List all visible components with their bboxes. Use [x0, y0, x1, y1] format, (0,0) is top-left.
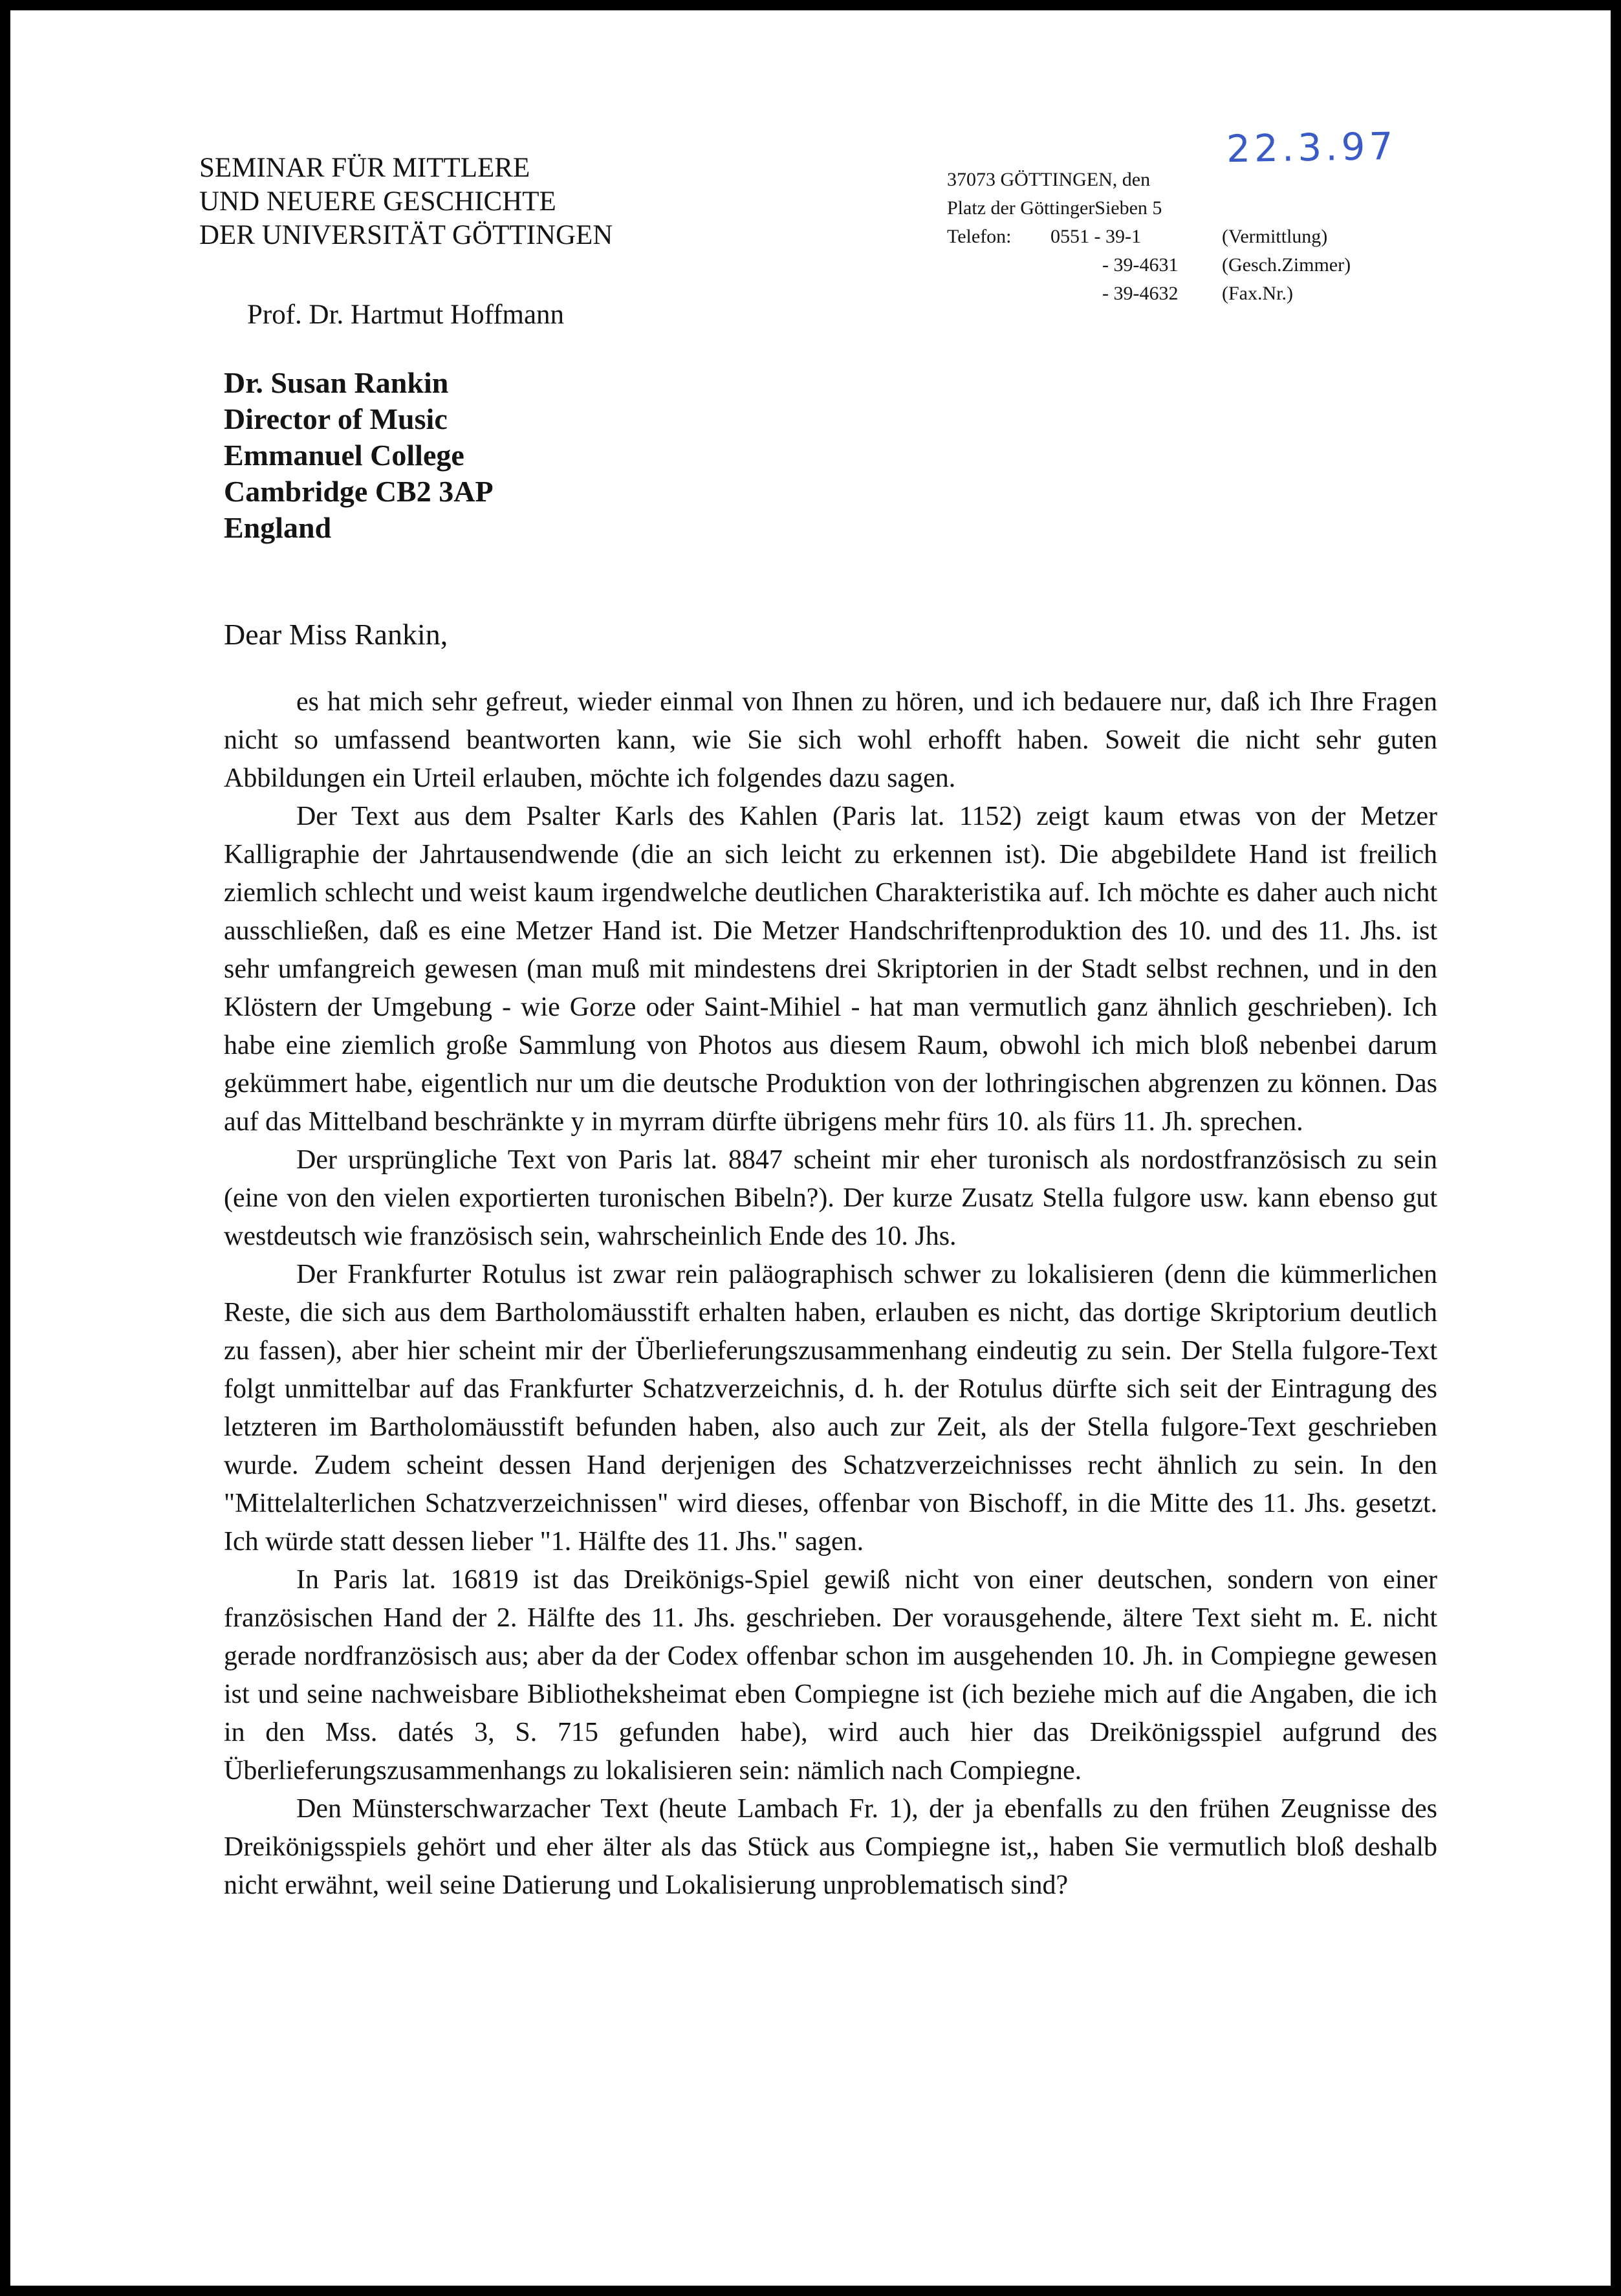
recipient-line: Emmanuel College — [224, 439, 464, 472]
phone-row — [947, 279, 1293, 308]
phone-number-label: (Gesch.Zimmer) — [1222, 254, 1351, 276]
institution-line: UND NEUERE GESCHICHTE — [199, 186, 556, 217]
contact-block — [947, 166, 1351, 308]
phone-number: 0551 - 39-1 — [1050, 226, 1141, 247]
salutation: Dear Miss Rankin, — [224, 618, 448, 651]
recipient-line: Director of Music — [224, 402, 448, 435]
body-paragraph: In Paris lat. 16819 ist das Dreikönigs-Spiel gewiß nicht von einer deutschen, sondern von einer französischen Hand der 2. Hälfte des 11. Jhs. geschrieben. Der vorausgehende, ältere Text sieht m. E. nicht gerade nordfranzösisch aus; aber da der Codex offenbar schon im ausgehenden 10. Jh. in Compiegne gewesen ist und seine nachweisbare Bibliotheksheimat eben Compiegne ist (ich beziehe mich auf die Angaben, die ich in den Mss. datés 3, S. 715 gefunden habe), wird auch hier das Dreikönigsspiel aufgrund des Überlieferungszusammenhangs zu lokalisieren sein: nämlich nach Compiegne. — [224, 1565, 1437, 1786]
institution-header — [199, 151, 613, 252]
phone-row — [947, 223, 1328, 251]
letter-page — [10, 10, 1611, 2286]
phone-number: - 39-4631 — [1102, 254, 1179, 276]
recipient-line: Dr. Susan Rankin — [224, 366, 449, 399]
phone-number-label: (Fax.Nr.) — [1222, 283, 1293, 304]
body-paragraph: Den Münsterschwarzacher Text (heute Lambach Fr. 1), der ja ebenfalls zu den frühen Zeugnisse des Dreikönigsspiels gehört und eher älter als das Stück aus Compiegne ist,, haben Sie vermutlich bloß deshalb nicht erwähnt, weil seine Datierung und Lokalisierung unproblematisch sind? — [224, 1794, 1437, 1900]
body-paragraph: es hat mich sehr gefreut, wieder einmal von Ihnen zu hören, und ich bedauere nur, daß ich Ihre Fragen nicht so umfassend beantworten kann, wie Sie sich wohl erhofft haben. Soweit die nicht sehr guten Abbildungen ein Urteil erlauben, möchte ich folgendes dazu sagen. — [224, 687, 1437, 793]
phone-number-label: (Vermittlung) — [1222, 226, 1328, 247]
professor-name: Prof. Dr. Hartmut Hoffmann — [247, 300, 565, 330]
institution-line: DER UNIVERSITÄT GÖTTINGEN — [199, 220, 613, 250]
body-paragraph: Der Text aus dem Psalter Karls des Kahlen (Paris lat. 1152) zeigt kaum etwas von der Metzer Kalligraphie der Jahrtausendwende (die an sich leicht zu erkennen ist). Die abgebildete Hand ist freilich ziemlich schlecht und weist kaum irgendwelche deutlichen Charakteristika auf. Ich möchte es daher auch nicht ausschließen, daß es eine Metzer Hand ist. Die Metzer Handschriftenproduktion des 10. und des 11. Jhs. ist sehr umfangreich gewesen (man muß mit mindestens drei Skriptorien in der Stadt selbst rechnen, und in den Klöstern der Umgebung - wie Gorze oder Saint-Mihiel - hat man vermutlich ganz ähnlich geschrieben). Ich habe eine ziemlich große Sammlung von Photos aus diesem Raum, obwohl ich mich bloß nebenbei darum gekümmert habe, eigentlich nur um die deutsche Produktion von der lothringischen abgrenzen zu können. Das auf das Mittelband beschränkte y in myrram dürfte übrigens mehr fürs 10. als fürs 11. Jh. sprechen. — [224, 802, 1437, 1137]
phone-row — [947, 251, 1351, 279]
institution-line: SEMINAR FÜR MITTLERE — [199, 153, 530, 183]
recipient-line: England — [224, 511, 332, 544]
recipient-address — [224, 365, 494, 546]
letter-body — [224, 683, 1437, 1905]
body-paragraph: Der Frankfurter Rotulus ist zwar rein paläographisch schwer zu lokalisieren (denn die kümmerlichen Reste, die sich aus dem Bartholomäusstift erhalten haben, erlauben es nicht, das dortige Skriptorium deutlich zu fassen), aber hier scheint mir der Überlieferungszusammenhang eindeutig zu sein. Der Stella fulgore-Text folgt unmittelbar auf das Frankfurter Schatzverzeichnis, d. h. der Rotulus dürfte sich seit der Eintragung des letzteren im Bartholomäusstift befunden haben, also auch zur Zeit, als der Stella fulgore-Text geschrieben wurde. Zudem scheint dessen Hand derjenigen des Schatzverzeichnisses recht ähnlich zu sein. In den "Mittelalterlichen Schatzverzeichnissen" wird dieses, offenbar von Bischoff, in die Mitte des 11. Jhs. gesetzt. Ich würde statt dessen lieber "1. Hälfte des 11. Jhs." sagen. — [224, 1260, 1437, 1557]
handwritten-date: 22.3.97 — [1226, 124, 1397, 171]
city-date-line: 37073 GÖTTINGEN, den — [947, 169, 1151, 190]
body-paragraph: Der ursprüngliche Text von Paris lat. 8847 scheint mir eher turonisch als nordostfranzösisch zu sein (eine von den vielen exportierten turonischen Bibeln?). Der kurze Zusatz Stella fulgore usw. kann ebenso gut westdeutsch wie französisch sein, wahrscheinlich Ende des 10. Jhs. — [224, 1145, 1437, 1251]
phone-number: - 39-4632 — [1102, 283, 1179, 304]
recipient-line: Cambridge CB2 3AP — [224, 475, 494, 508]
phone-label: Telefon: — [947, 226, 1012, 247]
street-address: Platz der GöttingerSieben 5 — [947, 197, 1162, 219]
